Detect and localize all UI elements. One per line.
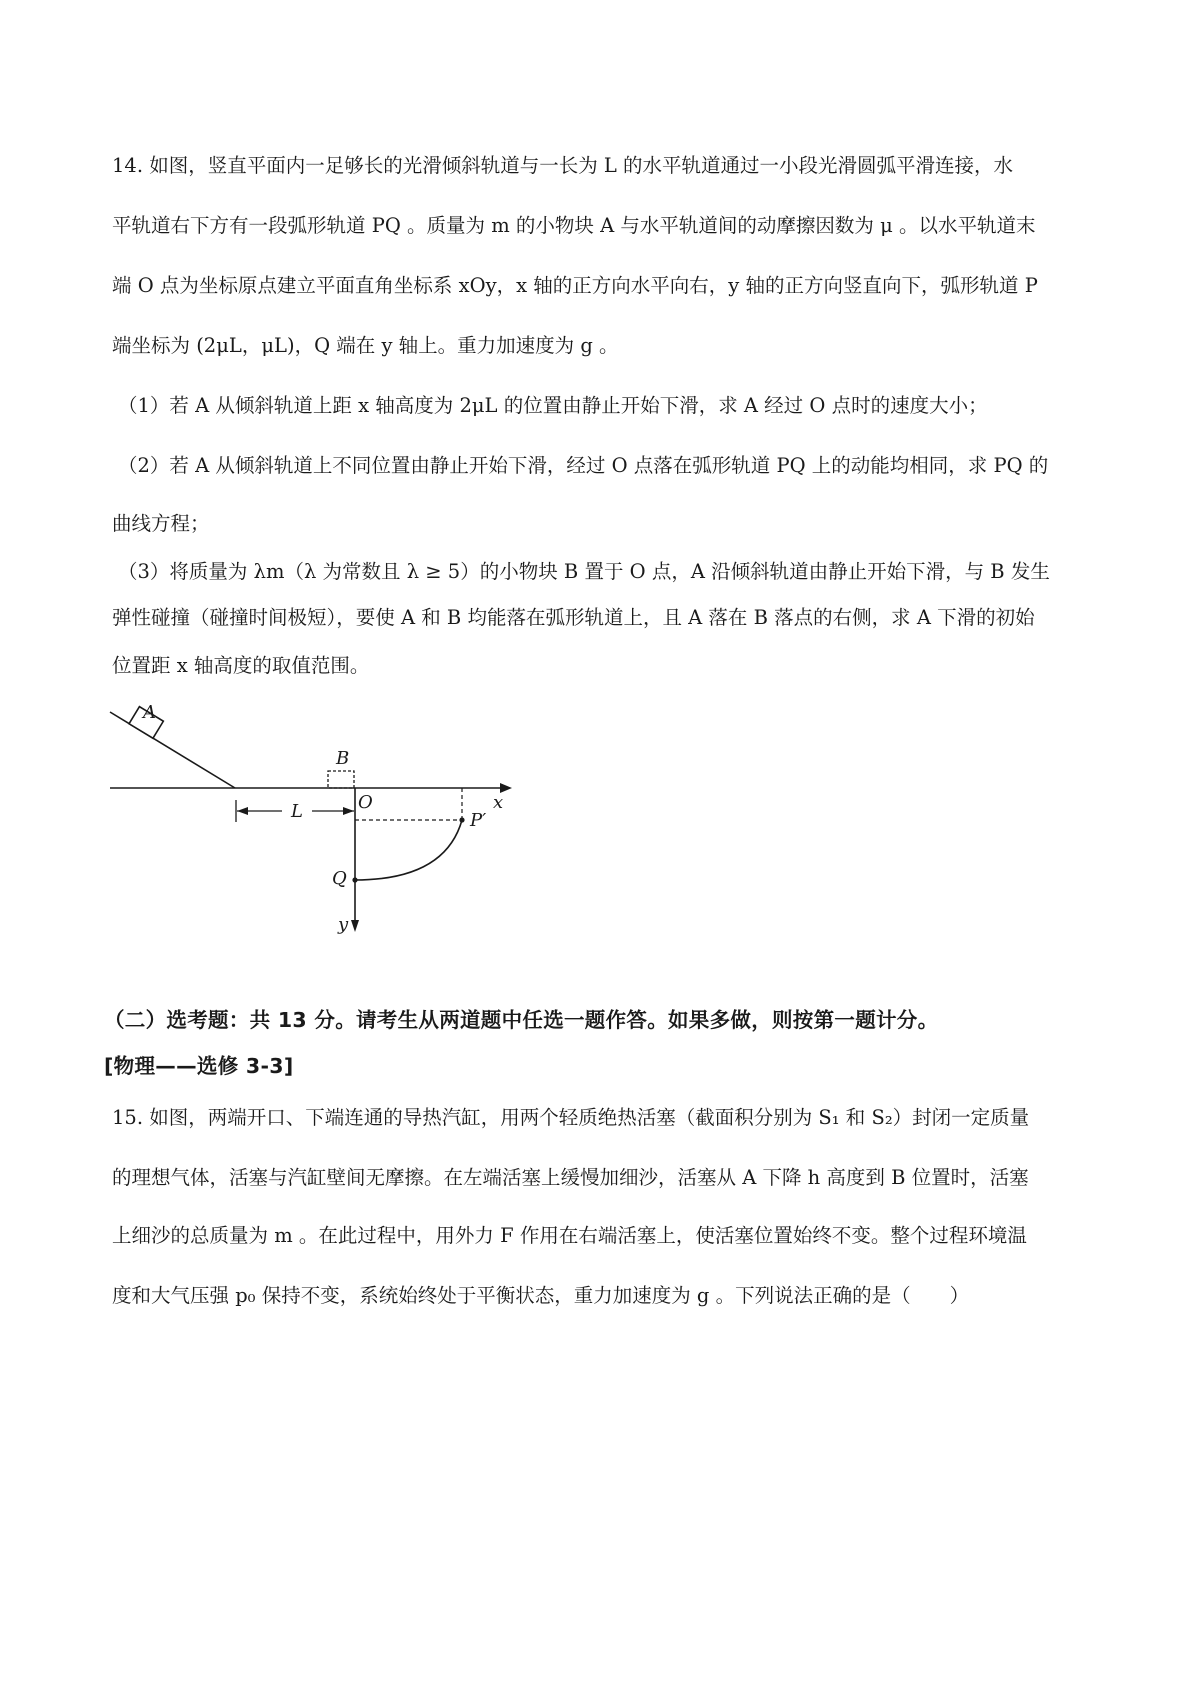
block-b <box>328 771 354 788</box>
q14-part-3-line-2: 弹性碰撞（碰撞时间极短），要使 A 和 B 均能落在弧形轨道上，且 A 落在 B 落点的右侧，求 A 下滑的初始 <box>112 606 1035 629</box>
q14-part-1: （1）若 A 从倾斜轨道上距 x 轴高度为 2μL 的位置由静止开始下滑，求 A 经过 O 点时的速度大小； <box>118 394 988 417</box>
point-p <box>459 817 464 822</box>
q14-part-2-line-2: 曲线方程； <box>112 512 210 535</box>
q15-line-3: 上细沙的总质量为 m 。在此过程中，用外力 F 作用在右端活塞上，使活塞位置始终不变。整个过程环境温 <box>112 1224 1027 1247</box>
q15-line-1: 15. 如图，两端开口、下端连通的导热汽缸，用两个轻质绝热活塞（截面积分别为 S₁ 和 S₂）封闭一定质量 <box>112 1106 1030 1129</box>
label-o: O <box>358 792 373 813</box>
q14-line-3: 端 O 点为坐标原点建立平面直角坐标系 xOy，x 轴的正方向水平向右，y 轴的正方向竖直向下，弧形轨道 P <box>112 274 1038 297</box>
label-q: Q <box>332 868 347 889</box>
q15-line-2: 的理想气体，活塞与汽缸壁间无摩擦。在左端活塞上缓慢加细沙，活塞从 A 下降 h 高度到 B 位置时，活塞 <box>112 1166 1029 1189</box>
label-l: L <box>291 801 303 822</box>
q14-line-4: 端坐标为 (2μL，μL)，Q 端在 y 轴上。重力加速度为 g 。 <box>112 334 619 357</box>
q14-line-2: 平轨道右下方有一段弧形轨道 PQ 。质量为 m 的小物块 A 与水平轨道间的动摩擦因数为 μ 。以水平轨道末 <box>112 214 1036 237</box>
q14-line-1: 14. 如图，竖直平面内一足够长的光滑倾斜轨道与一长为 L 的水平轨道通过一小段光滑圆弧平滑连接，水 <box>112 154 1014 177</box>
q14-part-3-line-1: （3）将质量为 λm（λ 为常数且 λ ≥ 5）的小物块 B 置于 O 点，A 沿倾斜轨道由静止开始下滑，与 B 发生 <box>118 560 1050 583</box>
label-x: x <box>493 792 504 813</box>
label-p: P′ <box>470 810 487 831</box>
section-heading: （二）选考题：共 13 分。请考生从两道题中任选一题作答。如果多做，则按第一题计分。 <box>104 1008 939 1032</box>
point-q <box>352 877 357 882</box>
label-y: y <box>338 914 349 935</box>
label-b: B <box>336 748 350 769</box>
q14-part-3-line-3: 位置距 x 轴高度的取值范围。 <box>112 654 370 677</box>
label-a: A <box>143 702 156 723</box>
l-dim-right-arrow <box>343 807 354 815</box>
l-dim-left-arrow <box>237 807 248 815</box>
arc-track-pq <box>355 820 462 880</box>
q14-part-2-line-1: （2）若 A 从倾斜轨道上不同位置由静止开始下滑，经过 O 点落在弧形轨道 PQ 上的动能均相同，求 PQ 的 <box>118 454 1049 477</box>
q15-line-4: 度和大气压强 p₀ 保持不变，系统始终处于平衡状态，重力加速度为 g 。下列说法正确的是（ ） <box>112 1284 970 1307</box>
section-subheading: [物理——选修 3-3] <box>104 1054 294 1078</box>
track-diagram <box>100 700 560 1010</box>
y-axis-arrow <box>351 920 359 932</box>
